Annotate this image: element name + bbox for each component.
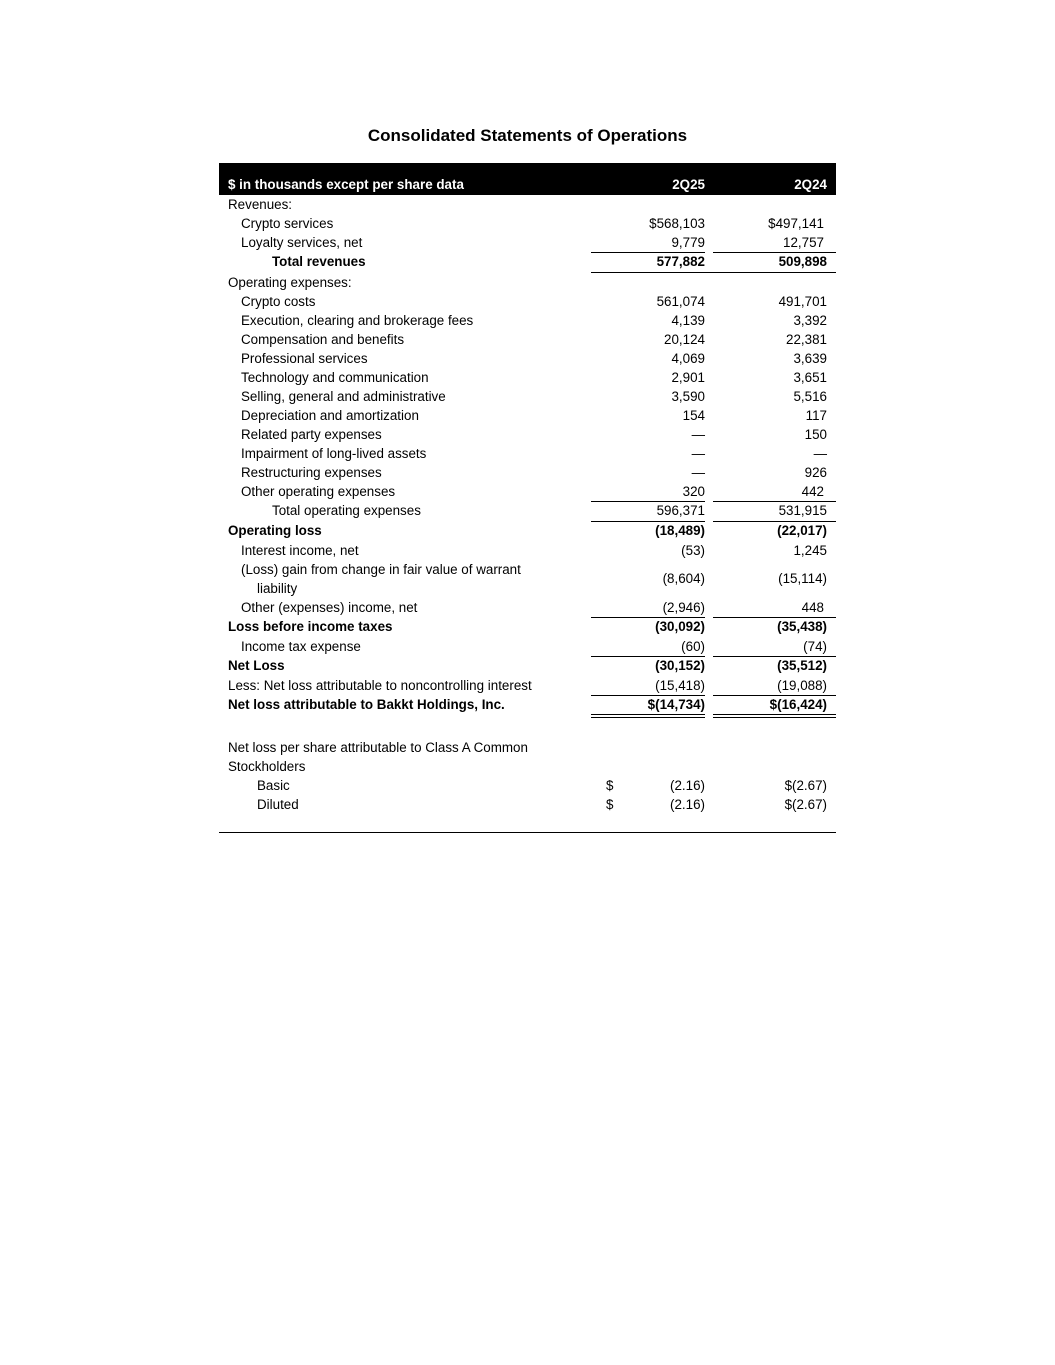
table-row xyxy=(219,349,836,368)
row-label: Impairment of long-lived assets xyxy=(241,446,427,461)
table-row xyxy=(219,233,836,252)
value-2q24: (35,512) xyxy=(777,658,827,673)
value-2q25: — xyxy=(691,465,705,480)
row-label: Total operating expenses xyxy=(272,503,421,518)
table-row-total xyxy=(219,501,836,521)
header-col-2q25: 2Q25 xyxy=(672,177,705,192)
table-row xyxy=(219,368,836,387)
row-label: Operating expenses: xyxy=(228,275,352,290)
row-label-line1: (Loss) gain from change in fair value of warrant xyxy=(241,562,521,577)
row-label: Execution, clearing and brokerage fees xyxy=(241,313,474,328)
value-2q25: 3,590 xyxy=(671,389,705,404)
value-2q24: 531,915 xyxy=(778,503,827,518)
table-row-total xyxy=(219,695,836,715)
value-2q24: 448 xyxy=(801,600,824,615)
value-2q25: 154 xyxy=(682,408,705,423)
row-label: Stockholders xyxy=(228,759,306,774)
value-2q25: (53) xyxy=(681,543,705,558)
value-2q24: (15,114) xyxy=(778,571,827,586)
value-2q24: 509,898 xyxy=(778,254,827,269)
row-label: Compensation and benefits xyxy=(241,332,405,347)
value-2q24: 12,757 xyxy=(783,235,824,250)
value-2q25: (2.16) xyxy=(670,797,705,812)
row-label: Depreciation and amortization xyxy=(241,408,419,423)
value-2q24: 150 xyxy=(804,427,827,442)
table-row xyxy=(219,311,836,330)
value-2q24: (19,088) xyxy=(777,678,827,693)
value-2q24: 22,381 xyxy=(786,332,827,347)
row-label: Crypto services xyxy=(241,216,334,231)
currency-symbol: $ xyxy=(606,778,614,793)
table-row xyxy=(219,406,836,425)
section-label xyxy=(219,273,836,292)
table-row xyxy=(219,541,836,560)
value-2q25: 320 xyxy=(682,484,705,499)
value-2q24: $(2.67) xyxy=(784,797,827,812)
table-row xyxy=(219,463,836,482)
row-label: Technology and communication xyxy=(241,370,429,385)
table-row xyxy=(219,292,836,311)
value-2q25: (30,092) xyxy=(655,619,705,634)
value-2q25: (15,418) xyxy=(655,678,705,693)
value-2q25: 596,371 xyxy=(656,503,705,518)
table-row xyxy=(219,444,836,463)
value-2q25: (2.16) xyxy=(670,778,705,793)
row-label: Other operating expenses xyxy=(241,484,396,499)
value-2q25: 20,124 xyxy=(664,332,705,347)
table-row xyxy=(219,676,836,695)
value-2q25: (60) xyxy=(681,639,705,654)
row-label: Loss before income taxes xyxy=(228,619,393,634)
table-row xyxy=(219,482,836,501)
row-label: Interest income, net xyxy=(241,543,359,558)
table-row xyxy=(219,387,836,406)
row-label: Total revenues xyxy=(272,254,366,269)
value-2q24: 491,701 xyxy=(778,294,827,309)
row-label-line2: liability xyxy=(257,581,298,596)
value-2q24: (35,438) xyxy=(777,619,827,634)
table-row xyxy=(219,776,836,795)
row-label: Restructuring expenses xyxy=(241,465,382,480)
value-2q24: 926 xyxy=(804,465,827,480)
header-label: $ in thousands except per share data xyxy=(228,177,464,192)
value-2q24: $(16,424) xyxy=(769,697,827,712)
value-2q24: (22,017) xyxy=(777,523,827,538)
value-2q25: — xyxy=(691,427,705,442)
row-label: Income tax expense xyxy=(241,639,361,654)
value-2q25: 9,779 xyxy=(671,235,705,250)
value-2q25: (18,489) xyxy=(655,523,705,538)
value-2q25: — xyxy=(691,446,705,461)
table-row xyxy=(219,425,836,444)
bottom-rule xyxy=(219,832,836,833)
value-2q24: 442 xyxy=(801,484,824,499)
value-2q24: $(2.67) xyxy=(784,778,827,793)
row-label: Crypto costs xyxy=(241,294,316,309)
row-label: Selling, general and administrative xyxy=(241,389,446,404)
value-2q25: $(14,734) xyxy=(647,697,705,712)
value-2q25: (30,152) xyxy=(655,658,705,673)
table-row-total xyxy=(219,656,836,676)
value-2q24: — xyxy=(813,446,827,461)
row-label: Related party expenses xyxy=(241,427,382,442)
value-2q25: 577,882 xyxy=(656,254,705,269)
table-row-total xyxy=(219,521,836,541)
value-2q24: 5,516 xyxy=(793,389,827,404)
table-header xyxy=(219,163,836,195)
table-row xyxy=(219,330,836,349)
value-2q24: 3,639 xyxy=(793,351,827,366)
value-2q24: 3,392 xyxy=(793,313,827,328)
row-label: Professional services xyxy=(241,351,368,366)
value-2q24: (74) xyxy=(803,639,827,654)
income-statement-table xyxy=(219,163,836,814)
row-label: Operating loss xyxy=(228,523,322,538)
row-label: Net Loss xyxy=(228,658,285,673)
row-label: Net loss attributable to Bakkt Holdings, Inc. xyxy=(228,697,505,712)
row-label: Diluted xyxy=(257,797,299,812)
value-2q25: $568,103 xyxy=(649,216,705,231)
value-2q24: 1,245 xyxy=(793,543,827,558)
table-row xyxy=(219,560,836,598)
table-row xyxy=(219,795,836,814)
table-row-total xyxy=(219,252,836,272)
table-row xyxy=(219,637,836,656)
table-row-total xyxy=(219,617,836,637)
value-2q24: $497,141 xyxy=(768,216,824,231)
value-2q24: 3,651 xyxy=(793,370,827,385)
eps-title xyxy=(219,738,836,757)
row-label: Loyalty services, net xyxy=(241,235,363,250)
value-2q25: 4,139 xyxy=(671,313,705,328)
header-col-2q24: 2Q24 xyxy=(794,177,827,192)
value-2q25: (2,946) xyxy=(662,600,705,615)
value-2q25: 4,069 xyxy=(671,351,705,366)
row-label: Other (expenses) income, net xyxy=(241,600,418,615)
page-title: Consolidated Statements of Operations xyxy=(367,126,688,145)
value-2q25: 561,074 xyxy=(656,294,705,309)
value-2q25: (8,604) xyxy=(662,571,705,586)
row-label: Basic xyxy=(257,778,290,793)
eps-title xyxy=(219,757,836,776)
value-2q24: 117 xyxy=(805,408,827,423)
currency-symbol: $ xyxy=(606,797,614,812)
spacer xyxy=(219,715,836,738)
section-revenues xyxy=(219,195,836,214)
row-label: Less: Net loss attributable to noncontrolling interest xyxy=(228,678,532,693)
row-label: Revenues: xyxy=(228,197,293,212)
row-label: Net loss per share attributable to Class A Common xyxy=(228,740,528,755)
value-2q25: 2,901 xyxy=(671,370,705,385)
table-row xyxy=(219,214,836,233)
table-row xyxy=(219,598,836,617)
